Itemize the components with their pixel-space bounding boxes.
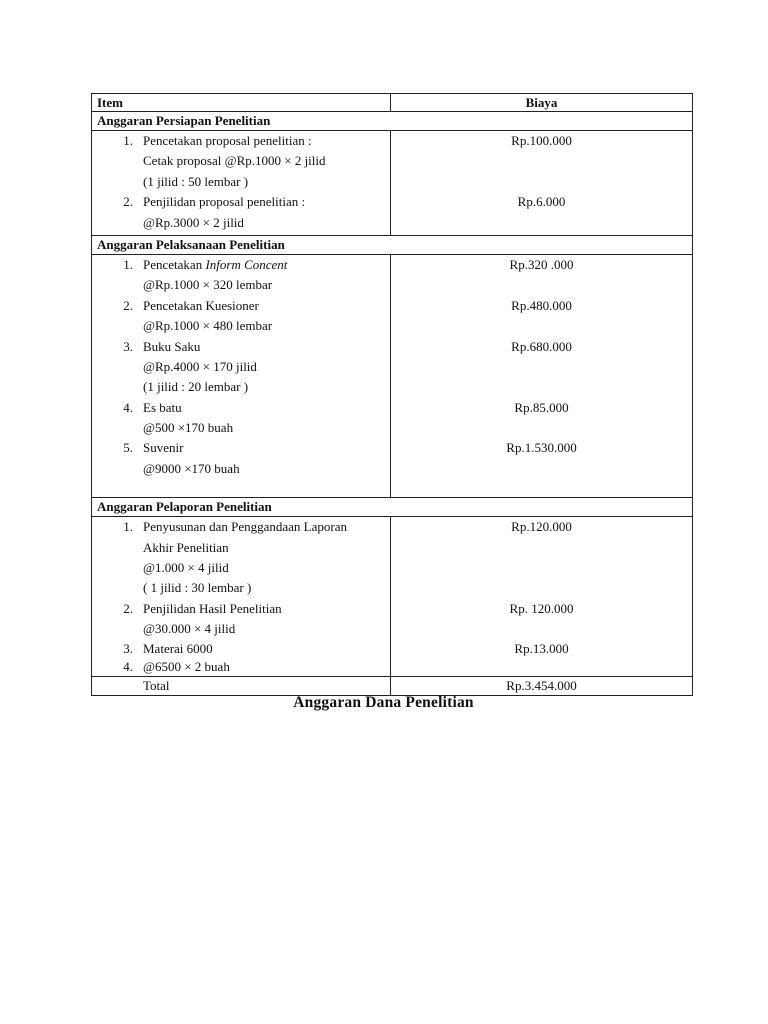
section-items-row (92, 517, 693, 676)
item-text: Cetak proposal @Rp.1000 × 2 jilid (143, 153, 326, 169)
item-text: @30.000 × 4 jilid (143, 621, 236, 637)
list-item (92, 599, 390, 619)
item-cost: Rp.13.000 (514, 640, 569, 656)
item-cost: Rp.320 .000 (509, 256, 574, 272)
item-text: @Rp.4000 × 170 jilid (143, 358, 257, 374)
item-text: @500 ×170 buah (143, 420, 234, 436)
item-number: 1. (123, 256, 133, 272)
item-text: Pencetakan proposal penelitian : (143, 133, 312, 148)
list-item (92, 398, 390, 418)
item-text: (1 jilid : 50 lembar ) (143, 173, 249, 189)
section-row (92, 235, 693, 254)
costs-cell (391, 254, 693, 497)
item-number: 3. (123, 338, 133, 354)
item-number: 2. (123, 297, 133, 313)
item-cost: Rp.120.000 (511, 519, 572, 535)
item-text: @Rp.1000 × 480 lembar (143, 318, 273, 334)
items-cell (92, 131, 391, 236)
total-label: Total (143, 677, 170, 693)
section-row (92, 498, 693, 517)
list-item (92, 192, 390, 212)
items-cell (92, 254, 391, 497)
items-cell (92, 517, 391, 676)
costs-cell (391, 517, 693, 676)
item-number: 4. (123, 399, 133, 415)
item-text: @Rp.1000 × 320 lembar (143, 277, 273, 293)
item-text: Akhir Penelitian (143, 539, 229, 555)
item-number: 1. (123, 519, 133, 535)
item-text: Penjilidan Hasil Penelitian (143, 600, 282, 616)
list-item (92, 337, 390, 357)
table-header-row (92, 94, 693, 112)
section-title: Anggaran Pelaporan Penelitian (92, 498, 693, 517)
item-text: (1 jilid : 20 lembar ) (143, 379, 249, 395)
list-item (92, 640, 390, 658)
section-items-row (92, 254, 693, 497)
header-cost: Biaya (391, 94, 693, 112)
list-item (92, 296, 390, 316)
item-cost: Rp.480.000 (511, 297, 572, 313)
item-text-italic: Inform Concent (205, 256, 288, 272)
item-text: Suvenir (143, 440, 184, 456)
item-text: @6500 × 2 buah (143, 658, 230, 674)
item-number: 1. (123, 133, 133, 148)
list-item (92, 517, 390, 537)
item-number: 2. (123, 600, 133, 616)
item-cost: Rp.100.000 (511, 133, 572, 148)
table-caption: Anggaran Dana Penelitian (293, 694, 474, 711)
section-items-row (92, 131, 693, 236)
list-item (92, 131, 390, 151)
item-text: @9000 ×170 buah (143, 460, 240, 476)
budget-table (91, 93, 693, 696)
list-item (92, 255, 390, 275)
item-text: Penyusunan dan Penggandaan Laporan (143, 519, 347, 535)
section-title: Anggaran Persiapan Penelitian (92, 112, 693, 131)
item-number: 5. (123, 440, 133, 456)
item-cost: Rp. 120.000 (509, 600, 574, 616)
item-cost (391, 658, 692, 676)
header-item: Item (92, 94, 391, 112)
costs-cell (391, 131, 693, 236)
section-row (92, 112, 693, 131)
item-text: ( 1 jilid : 30 lembar ) (143, 580, 252, 596)
item-text: Buku Saku (143, 338, 201, 354)
item-number: 3. (123, 640, 133, 656)
item-cost: Rp.85.000 (514, 399, 569, 415)
item-cost: Rp.6.000 (517, 194, 566, 210)
total-cost: Rp.3.454.000 (506, 677, 577, 693)
item-text: @Rp.3000 × 2 jilid (143, 214, 244, 230)
item-number: 2. (123, 194, 133, 210)
item-cost: Rp.1.530.000 (506, 440, 577, 456)
list-item (92, 438, 390, 458)
total-cost-cell (391, 676, 693, 695)
total-label-cell (92, 676, 391, 695)
item-text: @1.000 × 4 jilid (143, 560, 229, 576)
item-text: Penjilidan proposal penelitian : (143, 194, 306, 210)
total-row (92, 676, 693, 695)
list-item (92, 658, 390, 676)
section-title: Anggaran Pelaksanaan Penelitian (92, 235, 693, 254)
item-text: Pencetakan Kuesioner (143, 297, 259, 313)
item-text: Materai 6000 (143, 640, 213, 656)
item-text: Es batu (143, 399, 182, 415)
item-text: Pencetakan (143, 256, 206, 272)
item-cost: Rp.680.000 (511, 338, 572, 354)
item-number: 4. (123, 658, 133, 674)
